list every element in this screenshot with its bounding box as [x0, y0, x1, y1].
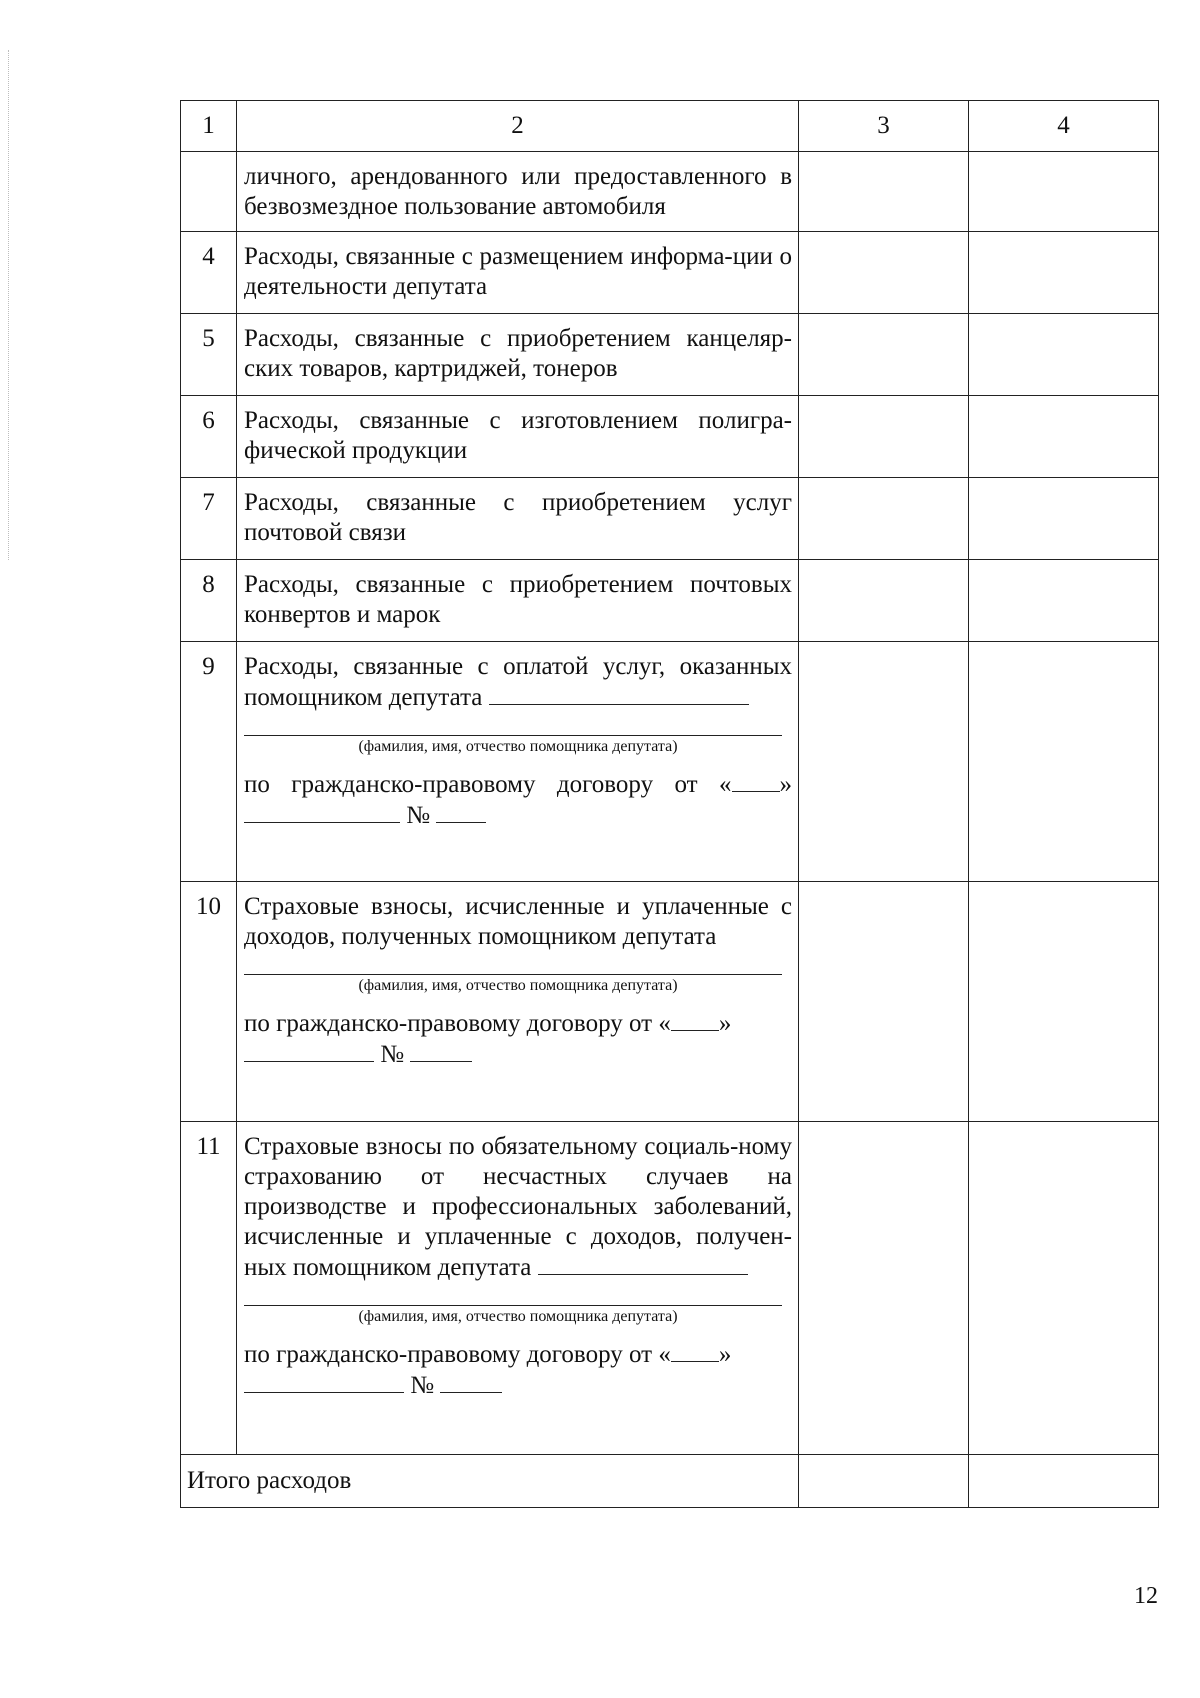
- contract-line: [244, 769, 792, 800]
- row-value-col3[interactable]: [799, 152, 969, 232]
- row-number: 7: [181, 478, 237, 560]
- contract-text: по гражданско-правовому договору от «: [244, 1341, 671, 1368]
- row-number: 8: [181, 560, 237, 642]
- assistant-name-caption: (фамилия, имя, отчество помощника депутата): [358, 977, 678, 994]
- table-row: [181, 314, 1159, 396]
- table-row: [181, 560, 1159, 642]
- row-description: личного, арендованного или предоставленного в безвозмездное пользование автомобиля: [237, 152, 799, 232]
- table-row: [181, 152, 1159, 232]
- total-value-col3[interactable]: [799, 1455, 969, 1508]
- row-value-col4[interactable]: [969, 152, 1159, 232]
- assistant-name-caption: (фамилия, имя, отчество помощника депутата): [358, 1308, 678, 1325]
- contract-text: по гражданско-правовому договору от «: [244, 771, 732, 798]
- row-number: [181, 152, 237, 232]
- row-description-text: Страховые взносы, исчисленные и уплаченные с доходов, полученных помощником депутата: [244, 893, 792, 950]
- assistant-name-line[interactable]: [244, 1283, 782, 1306]
- contract-day-field[interactable]: [671, 1339, 719, 1362]
- row-value-col3[interactable]: [799, 882, 969, 1122]
- contract-date-field[interactable]: [244, 800, 400, 823]
- row-value-col4[interactable]: [969, 478, 1159, 560]
- row-value-col3[interactable]: [799, 560, 969, 642]
- table-row: [181, 396, 1159, 478]
- number-sign: №: [410, 1372, 435, 1399]
- contract-date-field[interactable]: [244, 1370, 404, 1393]
- total-value-col4[interactable]: [969, 1455, 1159, 1508]
- scan-margin-marks: [8, 50, 13, 560]
- row-value-col4[interactable]: [969, 882, 1159, 1122]
- total-label: Итого расходов: [181, 1455, 799, 1508]
- row-value-col4[interactable]: [969, 1122, 1159, 1455]
- row-value-col3[interactable]: [799, 314, 969, 396]
- assistant-name-line[interactable]: [244, 713, 782, 736]
- row-number: 5: [181, 314, 237, 396]
- row-number: 9: [181, 642, 237, 882]
- row-number: 4: [181, 232, 237, 314]
- row-value-col3[interactable]: [799, 232, 969, 314]
- row-value-col3[interactable]: [799, 642, 969, 882]
- row-description: Расходы, связанные с приобретением почтовых конвертов и марок: [237, 560, 799, 642]
- row-value-col4[interactable]: [969, 314, 1159, 396]
- row-number: 6: [181, 396, 237, 478]
- row-value-col4[interactable]: [969, 642, 1159, 882]
- contract-day-field[interactable]: [671, 1008, 719, 1031]
- row-value-col4[interactable]: [969, 560, 1159, 642]
- expense-table: [180, 100, 1159, 1508]
- assistant-name-line[interactable]: [489, 682, 749, 705]
- header-col-3: 3: [799, 101, 969, 152]
- assistant-name-line[interactable]: [244, 952, 782, 975]
- row-description: Расходы, связанные с приобретением услуг почтовой связи: [237, 478, 799, 560]
- table-row: [181, 232, 1159, 314]
- header-col-2: 2: [237, 101, 799, 152]
- table-row: [181, 478, 1159, 560]
- row-description: Расходы, связанные с приобретением канцеляр-ских товаров, картриджей, тонеров: [237, 314, 799, 396]
- row-description: Расходы, связанные с изготовлением полигра-фической продукции: [237, 396, 799, 478]
- assistant-name-caption: (фамилия, имя, отчество помощника депутата): [358, 738, 678, 755]
- table-row: [181, 642, 1159, 882]
- contract-line: [244, 1008, 792, 1039]
- contract-number-field[interactable]: [440, 1370, 502, 1393]
- row-value-col4[interactable]: [969, 396, 1159, 478]
- assistant-name-line[interactable]: [538, 1252, 748, 1275]
- row-description: [237, 882, 799, 1122]
- header-col-1: 1: [181, 101, 237, 152]
- row-description-text: Расходы, связанные с оплатой услуг, оказанных помощником депутата: [244, 653, 792, 711]
- number-sign: №: [406, 802, 431, 829]
- row-value-col4[interactable]: [969, 232, 1159, 314]
- row-description: [237, 642, 799, 882]
- total-row: [181, 1455, 1159, 1508]
- contract-text: по гражданско-правовому договору от «: [244, 1010, 671, 1037]
- number-sign: №: [380, 1041, 405, 1068]
- row-description: [237, 1122, 799, 1455]
- contract-number-line: [244, 1370, 792, 1401]
- contract-date-field[interactable]: [244, 1039, 374, 1062]
- contract-line: [244, 1339, 792, 1370]
- header-col-4: 4: [969, 101, 1159, 152]
- row-value-col3[interactable]: [799, 396, 969, 478]
- quote-close: »: [779, 771, 792, 798]
- quote-close: »: [718, 1341, 732, 1368]
- contract-number-field[interactable]: [410, 1039, 472, 1062]
- row-number: 11: [181, 1122, 237, 1455]
- contract-number-line: [244, 800, 792, 831]
- contract-number-line: [244, 1039, 792, 1070]
- table-row: [181, 1122, 1159, 1455]
- quote-close: »: [718, 1010, 732, 1037]
- contract-number-field[interactable]: [436, 800, 486, 823]
- table-row: [181, 882, 1159, 1122]
- row-number: 10: [181, 882, 237, 1122]
- table-header-row: [181, 101, 1159, 152]
- contract-day-field[interactable]: [732, 769, 780, 792]
- row-description-text: Страховые взносы по обязательному социаль-ному страхованию от несчастных случаев на производстве и профессиональных заболеваний, исчисленные и уплаченные с доходов, получен-ных помощником депутата: [244, 1133, 792, 1281]
- row-value-col3[interactable]: [799, 1122, 969, 1455]
- row-value-col3[interactable]: [799, 478, 969, 560]
- page-number: 12: [1134, 1583, 1158, 1609]
- row-description: Расходы, связанные с размещением информа-ции о деятельности депутата: [237, 232, 799, 314]
